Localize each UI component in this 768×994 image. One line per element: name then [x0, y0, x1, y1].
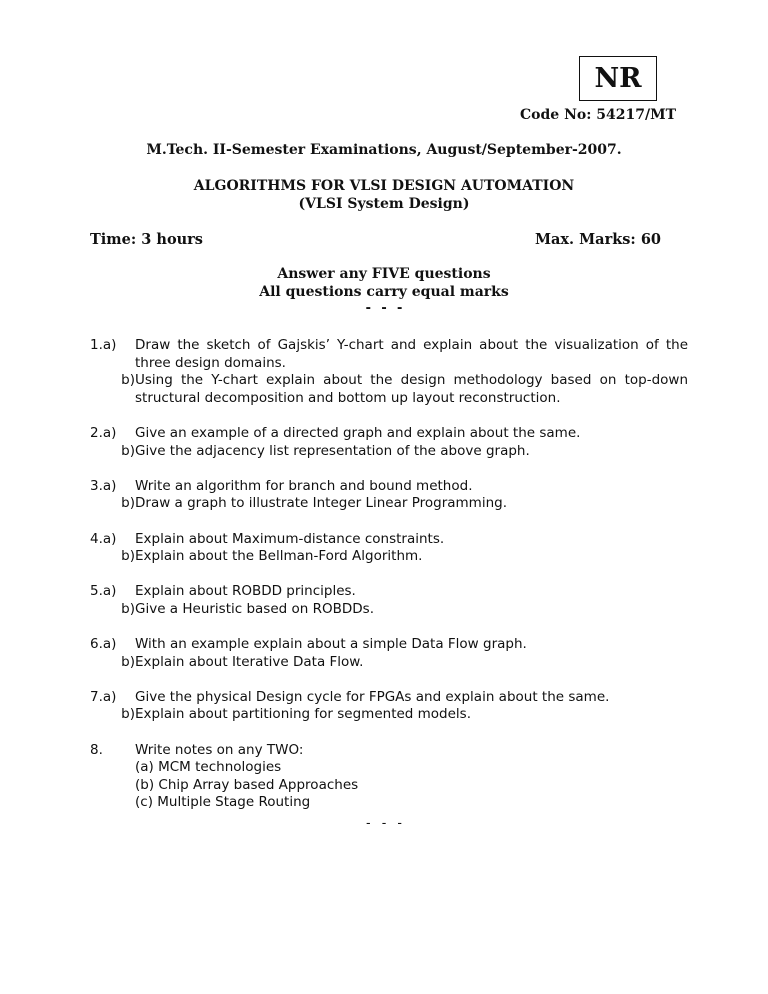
question-label: 4.a)	[90, 530, 117, 547]
question-text: Explain about Maximum-distance constraints.	[135, 530, 445, 547]
question-text: Write an algorithm for branch and bound method.	[135, 477, 473, 494]
exam-title: M.Tech. II-Semester Examinations, August/September-2007.	[146, 142, 622, 158]
instruction-marks: All questions carry equal marks	[259, 284, 509, 300]
question-2	[90, 425, 690, 460]
question-part	[90, 478, 690, 496]
question-8-item: (a) MCM technologies	[135, 759, 282, 776]
question-5	[90, 583, 690, 618]
max-marks: Max. Marks: 60	[534, 231, 661, 248]
question-text: Give an example of a directed graph and explain about the same.	[135, 424, 581, 441]
header-separator: - - -	[364, 301, 404, 316]
question-text: Explain about Iterative Data Flow.	[135, 653, 364, 670]
question-part	[90, 742, 690, 812]
nr-badge: NR	[579, 56, 657, 101]
question-text: Give the physical Design cycle for FPGAs and explain about the same.	[135, 688, 610, 705]
question-text: Explain about the Bellman-Ford Algorithm.	[135, 548, 423, 565]
question-part	[90, 601, 690, 619]
question-part	[90, 636, 690, 654]
question-label: 6.a)	[90, 636, 117, 653]
question-8-intro: Write notes on any TWO:	[135, 741, 304, 758]
question-label: 5.a)	[90, 583, 117, 600]
question-label: 1.a)	[90, 337, 117, 353]
question-part	[90, 706, 690, 724]
question-label: 7.a)	[90, 688, 117, 705]
subject-subtitle: (VLSI System Design)	[298, 196, 470, 212]
question-label: b)	[121, 548, 135, 565]
question-label: b)	[121, 495, 135, 512]
question-label: b)	[121, 600, 135, 617]
question-text: Draw the sketch of Gajskis’ Y-chart and explain about the visualization of the three design domains.	[135, 337, 688, 371]
question-list	[90, 337, 690, 830]
question-text: Draw a graph to illustrate Integer Linear Programming.	[135, 495, 507, 512]
subject-title: ALGORITHMS FOR VLSI DESIGN AUTOMATION	[193, 178, 575, 194]
question-4	[90, 531, 690, 566]
question-label: b)	[121, 653, 135, 670]
question-part	[90, 654, 690, 672]
question-part	[90, 337, 690, 372]
question-text: Explain about partitioning for segmented models.	[135, 706, 472, 723]
question-1	[90, 337, 690, 407]
question-part	[90, 495, 690, 513]
question-label: 8.	[90, 741, 103, 758]
question-part	[90, 689, 690, 707]
question-label: b)	[121, 372, 135, 389]
code-number: Code No: 54217/MT	[520, 107, 676, 123]
question-label: 2.a)	[90, 424, 117, 441]
question-8	[90, 742, 690, 812]
question-text: Explain about ROBDD principles.	[135, 583, 356, 600]
question-text: Give the adjacency list representation of the above graph.	[135, 442, 530, 459]
question-6	[90, 636, 690, 671]
question-8-item: (b) Chip Array based Approaches	[135, 776, 359, 793]
question-7	[90, 689, 690, 724]
question-label: b)	[121, 442, 135, 459]
footer-separator: - - -	[364, 816, 404, 831]
question-label: b)	[121, 706, 135, 723]
question-part	[90, 583, 690, 601]
question-part	[90, 531, 690, 549]
question-part	[90, 372, 690, 407]
question-text: With an example explain about a simple Data Flow graph.	[135, 636, 527, 653]
question-text: Using the Y-chart explain about the design methodology based on top-down structural decomposition and bottom up layout reconstruction.	[135, 372, 688, 406]
question-label: 3.a)	[90, 477, 117, 494]
question-text	[135, 742, 690, 812]
question-part	[90, 425, 690, 443]
time-allowed: Time: 3 hours	[90, 231, 203, 248]
question-text: Give a Heuristic based on ROBDDs.	[135, 600, 374, 617]
question-part	[90, 443, 690, 461]
question-3	[90, 478, 690, 513]
question-part	[90, 548, 690, 566]
question-8-item: (c) Multiple Stage Routing	[135, 794, 311, 811]
instruction-answer: Answer any FIVE questions	[277, 266, 491, 282]
